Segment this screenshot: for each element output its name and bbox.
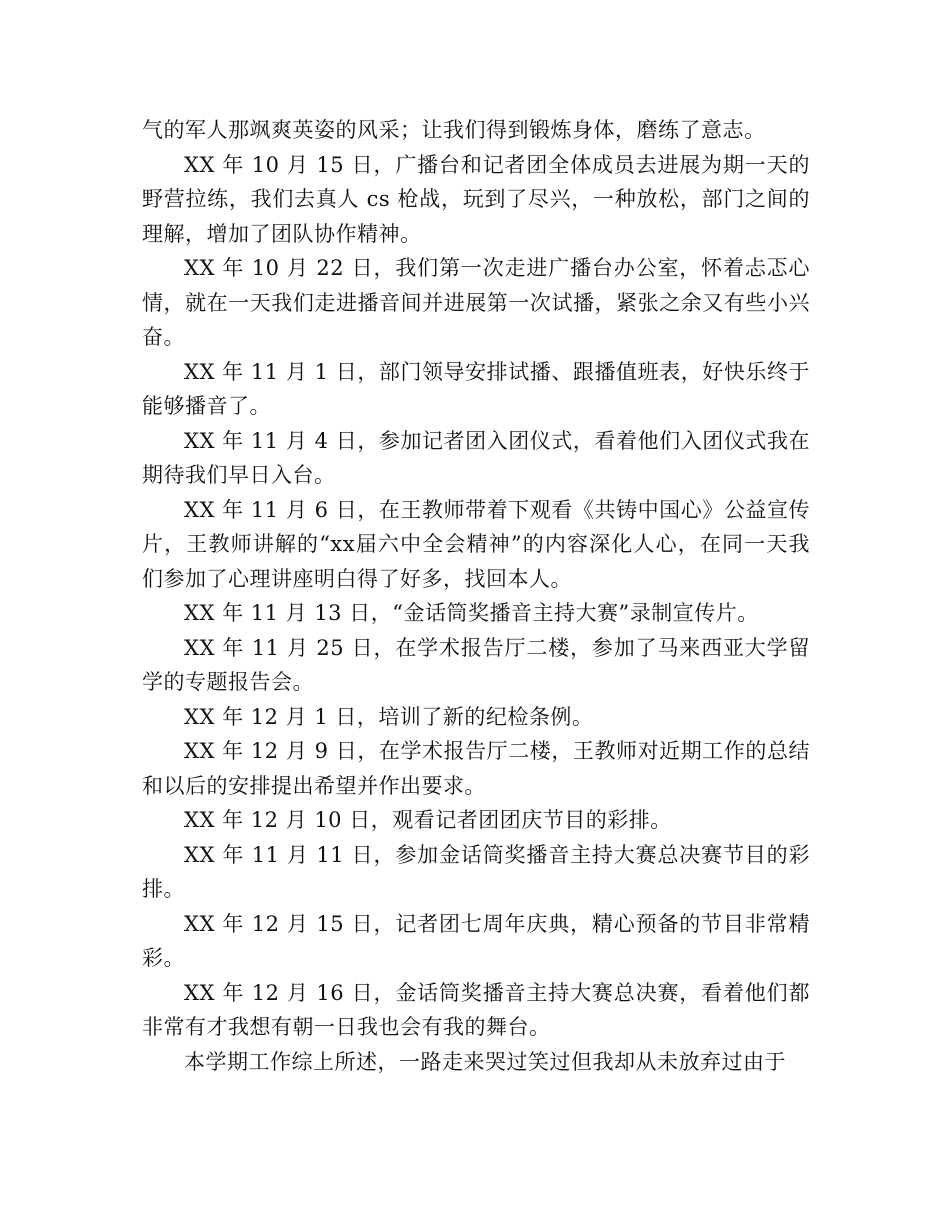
paragraph-dec-9: XX 年 12 月 9 日，在学术报告厅二楼，王教师对近期工作的总结和以后的安排提出希望并作出要求。 xyxy=(142,739,810,798)
paragraph-summary: 本学期工作综上所述，一路走来哭过笑过但我却从未放弃过由于 xyxy=(184,1049,786,1074)
paragraph-dec-1: XX 年 12 月 1 日，培训了新的纪检条例。 xyxy=(184,704,594,729)
document-body xyxy=(142,113,810,1079)
paragraph-nov-11: XX 年 11 月 11 日，参加金话筒奖播音主持大赛总决赛节目的彩排。 xyxy=(142,842,810,901)
paragraph-nov-1: XX 年 11 月 1 日，部门领导安排试播、跟播值班表，好快乐终于能够播音了。 xyxy=(142,359,810,418)
paragraph-continuation: 气的军人那飒爽英姿的风采；让我们得到锻炼身体，磨练了意志。 xyxy=(142,118,766,142)
paragraph-dec-16: XX 年 12 月 16 日，金话筒奖播音主持大赛总决赛，看着他们都非常有才我想有朝一日我也会有我的舞台。 xyxy=(142,980,810,1039)
paragraph-oct-15: XX 年 10 月 15 日，广播台和记者团全体成员去进展为期一天的野营拉练，我们去真人 cs 枪战，玩到了尽兴，一种放松，部门之间的理解，增加了团队协作精神。 xyxy=(142,152,810,246)
paragraph-nov-4: XX 年 11 月 4 日，参加记者团入团仪式，看着他们入团仪式我在期待我们早日入台。 xyxy=(142,428,810,487)
paragraph-dec-10: XX 年 12 月 10 日，观看记者团团庆节目的彩排。 xyxy=(184,808,672,832)
paragraph-oct-22: XX 年 10 月 22 日，我们第一次走进广播台办公室，怀着忐忑心情，就在一天我们走进播音间并进展第一次试播，紧张之余又有些小兴奋。 xyxy=(142,256,810,349)
paragraph-nov-25: XX 年 11 月 25 日，在学术报告厅二楼，参加了马来西亚大学留学的专题报告会。 xyxy=(142,635,810,694)
paragraph-nov-6: XX 年 11 月 6 日，在王教师带着下观看《共铸中国心》公益宣传片，王教师讲解的“xx届六中全会精神”的内容深化人心，在同一天我们参加了心理讲座明白得了好多，找回本人。 xyxy=(142,497,810,591)
paragraph-dec-15: XX 年 12 月 15 日，记者团七周年庆典，精心预备的节目非常精彩。 xyxy=(142,911,810,970)
paragraph-nov-13: XX 年 11 月 13 日，“金话筒奖播音主持大赛”录制宣传片。 xyxy=(184,601,759,625)
